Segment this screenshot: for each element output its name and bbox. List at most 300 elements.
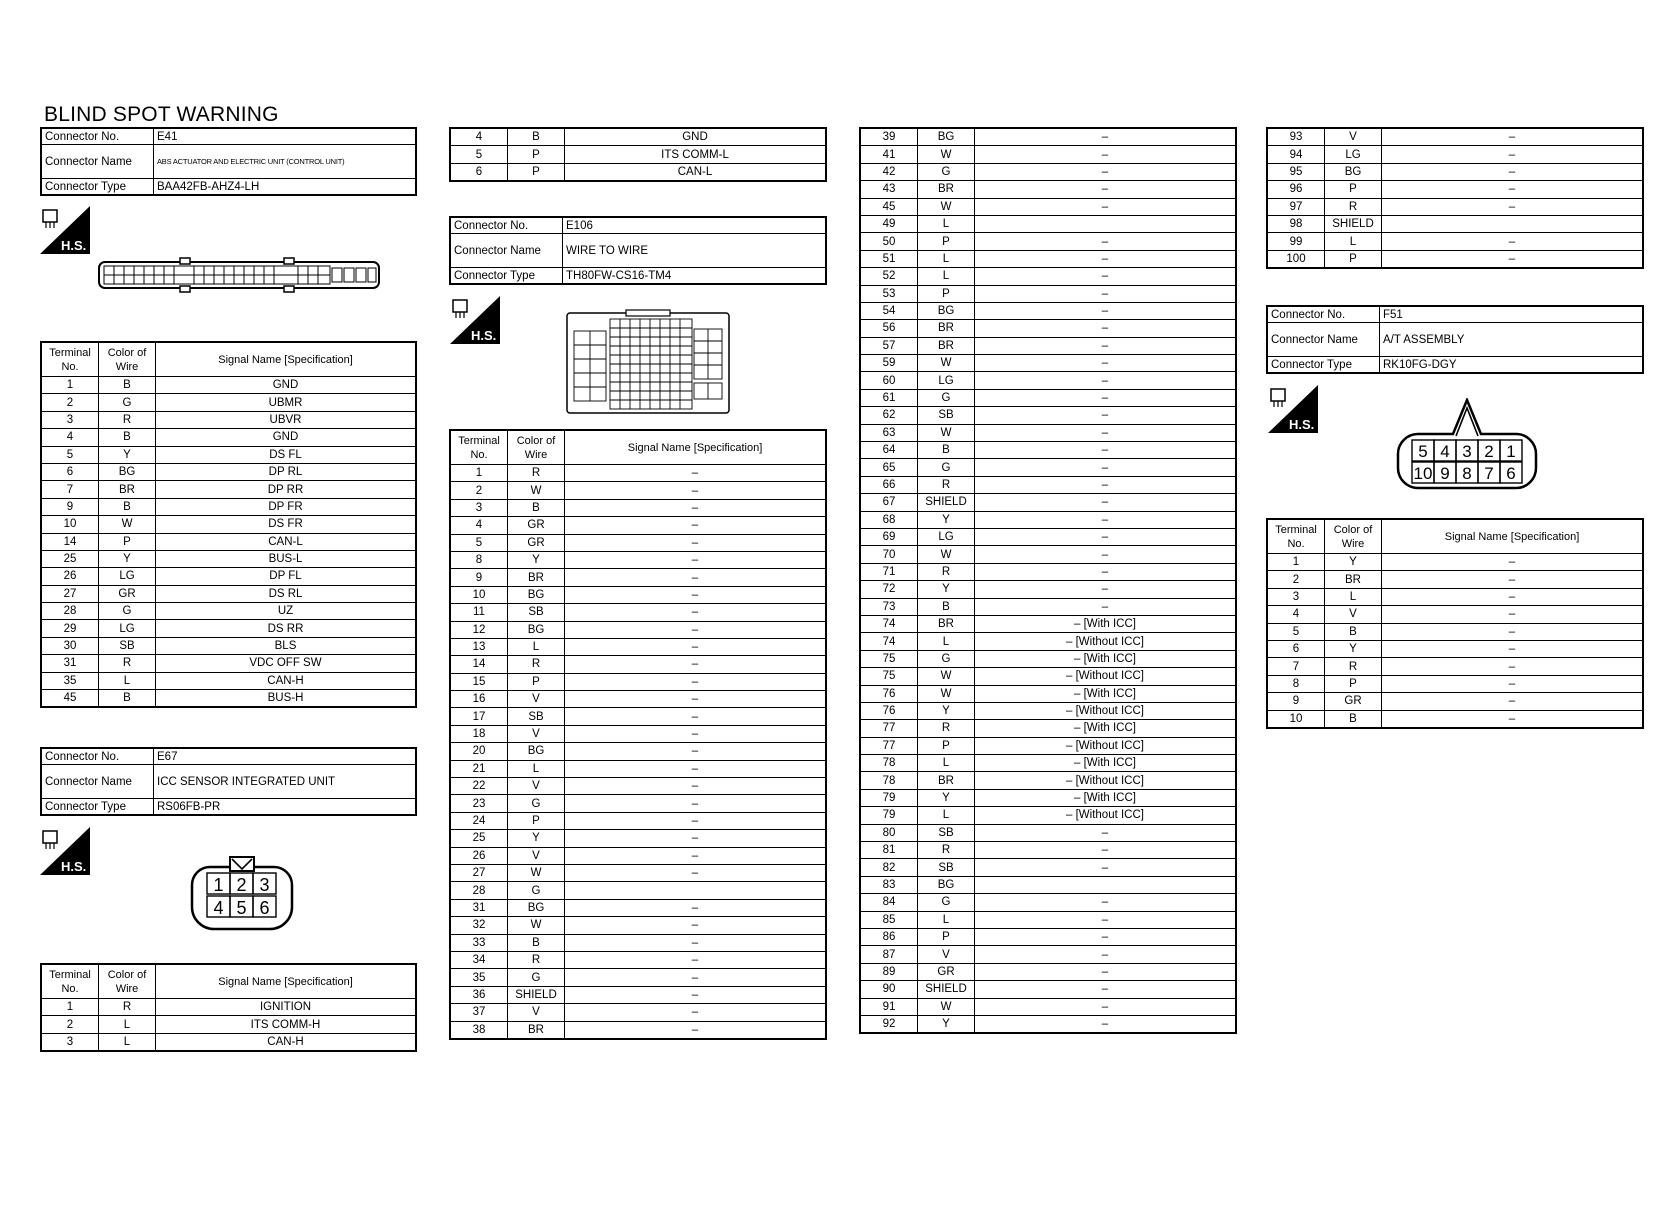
wire-color-cell: G <box>99 603 156 620</box>
signal-name-cell: – <box>1382 640 1644 657</box>
terminal-no-cell: 9 <box>1267 693 1325 710</box>
wire-color-cell: V <box>918 946 975 963</box>
terminal-no-cell: 15 <box>450 673 508 690</box>
pin-label: 10 <box>1413 464 1433 483</box>
terminal-no-cell: 12 <box>450 621 508 638</box>
terminal-no-cell: 83 <box>860 876 918 893</box>
terminal-no-cell: 35 <box>41 672 99 689</box>
terminal-no-cell: 6 <box>450 163 508 181</box>
table-row <box>860 546 1236 563</box>
signal-name-cell: – <box>565 499 827 516</box>
table-row <box>1267 658 1643 675</box>
e106-connector-face-diagram <box>566 309 730 415</box>
table-row <box>1267 693 1643 710</box>
terminal-no-cell: 52 <box>860 268 918 285</box>
terminal-no-cell: 49 <box>860 215 918 232</box>
table-row <box>860 372 1236 389</box>
wire-color-cell: Y <box>918 789 975 806</box>
signal-name-cell: – <box>565 551 827 568</box>
terminal-no-cell: 9 <box>41 498 99 515</box>
terminal-no-cell: 82 <box>860 859 918 876</box>
wire-color-cell: Y <box>1325 554 1382 571</box>
wire-color-cell: R <box>508 951 565 968</box>
terminal-no-cell: 87 <box>860 946 918 963</box>
terminal-no-cell: 4 <box>41 429 99 446</box>
table-row <box>450 864 826 881</box>
signal-name-cell: UBMR <box>156 394 417 411</box>
table-row <box>860 233 1236 250</box>
table-row <box>41 672 416 689</box>
terminal-no-cell: 81 <box>860 842 918 859</box>
wire-color-cell: L <box>918 755 975 772</box>
signal-name-cell: – <box>1382 198 1644 215</box>
table-row <box>41 1016 416 1033</box>
terminal-no-cell: 86 <box>860 928 918 945</box>
signal-name-cell: ITS COMM-L <box>565 146 827 163</box>
signal-name-cell: – <box>975 250 1237 267</box>
connector-type-label: Connector Type <box>1267 357 1380 374</box>
wire-color-cell: B <box>1325 623 1382 640</box>
signal-name-cell: – <box>1382 163 1644 180</box>
signal-name-cell: – [With ICC] <box>975 720 1237 737</box>
signal-name-cell: DS RR <box>156 620 417 637</box>
table-row <box>450 499 826 516</box>
signal-name-cell: – <box>565 586 827 603</box>
table-row <box>450 708 826 725</box>
terminal-no-cell: 93 <box>1267 128 1325 146</box>
wire-color-cell: W <box>918 998 975 1015</box>
harness-side-icon <box>40 827 90 875</box>
signal-name-cell: CAN-L <box>565 163 827 181</box>
connector-name-value: ABS ACTUATOR AND ELECTRIC UNIT (CONTROL UNIT) <box>154 145 417 179</box>
table-row <box>1267 163 1643 180</box>
signal-name-cell: – <box>565 621 827 638</box>
table-row <box>1267 233 1643 250</box>
terminal-no-cell: 90 <box>860 981 918 998</box>
wire-color-cell: SHIELD <box>508 986 565 1003</box>
wire-color-cell: Y <box>1325 640 1382 657</box>
terminal-no-cell: 62 <box>860 407 918 424</box>
table-row <box>450 951 826 968</box>
signal-name-cell: – [With ICC] <box>975 650 1237 667</box>
wire-color-cell: BG <box>918 128 975 146</box>
wire-color-cell: L <box>1325 233 1382 250</box>
table-row <box>41 481 416 498</box>
wire-color-cell: LG <box>99 568 156 585</box>
signal-name-cell: – [Without ICC] <box>975 702 1237 719</box>
terminal-no-cell: 74 <box>860 633 918 650</box>
table-row <box>860 981 1236 998</box>
wire-color-cell: R <box>508 465 565 482</box>
wire-color-cell: G <box>918 163 975 180</box>
e67-terminal-table-continued <box>449 127 827 182</box>
signal-name-header: Signal Name [Specification] <box>1382 519 1644 554</box>
wire-color-cell: G <box>918 650 975 667</box>
signal-name-cell: – <box>975 181 1237 198</box>
signal-name-cell: – <box>1382 146 1644 163</box>
wire-color-cell: W <box>918 424 975 441</box>
e67-terminal-table <box>40 963 417 1052</box>
signal-name-cell: – <box>565 917 827 934</box>
wire-color-cell: BG <box>918 876 975 893</box>
table-row <box>860 720 1236 737</box>
wire-color-cell: P <box>99 533 156 550</box>
terminal-no-cell: 20 <box>450 743 508 760</box>
connector-no-label: Connector No. <box>1267 306 1380 323</box>
terminal-no-cell: 92 <box>860 1015 918 1033</box>
wire-color-cell: SB <box>508 604 565 621</box>
wire-color-cell: BR <box>918 181 975 198</box>
wire-color-cell: V <box>1325 128 1382 146</box>
terminal-no-cell: 67 <box>860 494 918 511</box>
terminal-no-cell: 32 <box>450 917 508 934</box>
signal-name-cell: DP RL <box>156 463 417 480</box>
table-row <box>450 882 826 899</box>
terminal-no-cell: 65 <box>860 459 918 476</box>
signal-name-cell: – <box>975 320 1237 337</box>
harness-side-icon <box>1268 385 1318 433</box>
terminal-no-cell: 8 <box>1267 675 1325 692</box>
terminal-no-cell: 1 <box>41 377 99 394</box>
table-row <box>41 655 416 672</box>
terminal-no-cell: 1 <box>450 465 508 482</box>
wire-color-cell: L <box>918 911 975 928</box>
table-row <box>860 128 1236 146</box>
terminal-no-cell: 34 <box>450 951 508 968</box>
terminal-no-cell: 14 <box>41 533 99 550</box>
signal-name-cell: – [Without ICC] <box>975 807 1237 824</box>
signal-name-cell: – <box>565 986 827 1003</box>
wire-color-cell: L <box>99 1033 156 1051</box>
signal-name-cell: DS RL <box>156 585 417 602</box>
table-row <box>1267 606 1643 623</box>
signal-name-cell: – <box>975 372 1237 389</box>
signal-name-cell: – <box>565 1021 827 1039</box>
wire-color-cell: B <box>918 598 975 615</box>
pin-label: 4 <box>1440 442 1450 461</box>
table-row <box>860 998 1236 1015</box>
terminal-no-cell: 78 <box>860 772 918 789</box>
signal-name-cell: – <box>565 847 827 864</box>
wire-color-cell: P <box>508 673 565 690</box>
signal-name-cell: – <box>975 963 1237 980</box>
table-row <box>41 463 416 480</box>
signal-name-cell: DP FR <box>156 498 417 515</box>
pin-label: 1 <box>213 875 224 895</box>
wire-color-cell: BR <box>918 337 975 354</box>
terminal-no-cell: 25 <box>41 550 99 567</box>
table-row <box>450 656 826 673</box>
signal-name-cell: GND <box>565 128 827 146</box>
signal-name-cell: – <box>975 528 1237 545</box>
wire-color-cell: Y <box>508 830 565 847</box>
table-row <box>860 459 1236 476</box>
terminal-no-cell: 6 <box>1267 640 1325 657</box>
table-row <box>1267 198 1643 215</box>
wire-color-cell: B <box>918 442 975 459</box>
terminal-no-cell: 1 <box>1267 554 1325 571</box>
signal-name-cell: – <box>565 604 827 621</box>
table-row <box>450 986 826 1003</box>
table-row <box>450 917 826 934</box>
wire-color-cell: W <box>508 864 565 881</box>
connector-type-value: TH80FW-CS16-TM4 <box>563 268 827 285</box>
signal-name-cell: – <box>975 163 1237 180</box>
terminal-no-cell: 7 <box>1267 658 1325 675</box>
signal-name-cell: UZ <box>156 603 417 620</box>
terminal-no-cell: 100 <box>1267 250 1325 268</box>
table-row <box>860 511 1236 528</box>
connector-no-label: Connector No. <box>41 748 154 765</box>
connector-type-value: RK10FG-DGY <box>1380 357 1644 374</box>
connector-type-label: Connector Type <box>41 179 154 196</box>
wire-color-cell: BR <box>99 481 156 498</box>
wire-color-cell: BR <box>918 615 975 632</box>
table-row <box>450 691 826 708</box>
table-row <box>860 268 1236 285</box>
signal-name-cell: – <box>975 563 1237 580</box>
wire-color-cell: GR <box>508 534 565 551</box>
table-row <box>860 389 1236 406</box>
table-row <box>450 725 826 742</box>
terminal-no-cell: 57 <box>860 337 918 354</box>
table-row <box>450 569 826 586</box>
wire-color-cell: R <box>1325 198 1382 215</box>
wire-color-cell: P <box>918 285 975 302</box>
signal-name-cell: – <box>975 598 1237 615</box>
table-row <box>450 517 826 534</box>
signal-name-cell: – [Without ICC] <box>975 772 1237 789</box>
terminal-no-cell: 11 <box>450 604 508 621</box>
wire-color-cell: Y <box>918 702 975 719</box>
signal-name-cell: – <box>975 981 1237 998</box>
table-row <box>450 899 826 916</box>
terminal-no-cell: 45 <box>860 198 918 215</box>
terminal-no-cell: 17 <box>450 708 508 725</box>
wire-color-cell: L <box>918 215 975 232</box>
signal-name-cell: – <box>975 198 1237 215</box>
wire-color-cell: P <box>918 928 975 945</box>
connector-type-label: Connector Type <box>41 799 154 816</box>
table-row <box>860 598 1236 615</box>
wire-color-cell: V <box>508 725 565 742</box>
signal-name-cell: – <box>975 946 1237 963</box>
table-row <box>860 563 1236 580</box>
connector-no-label: Connector No. <box>450 217 563 234</box>
wire-color-cell: SB <box>99 637 156 654</box>
signal-name-cell <box>975 876 1237 893</box>
harness-side-icon <box>450 296 500 344</box>
terminal-no-cell: 9 <box>450 569 508 586</box>
terminal-no-cell: 77 <box>860 737 918 754</box>
table-row <box>450 551 826 568</box>
table-row <box>860 146 1236 163</box>
svg-text:H.S.: H.S. <box>61 238 87 253</box>
color-of-wire-header: Color of Wire <box>508 430 565 465</box>
table-row <box>41 411 416 428</box>
table-row <box>860 824 1236 841</box>
terminal-no-cell: 5 <box>450 146 508 163</box>
signal-name-cell: – <box>565 656 827 673</box>
wire-color-cell: BG <box>508 586 565 603</box>
table-row <box>1267 554 1643 571</box>
signal-name-cell: – <box>565 899 827 916</box>
wire-color-cell: B <box>508 934 565 951</box>
terminal-no-cell: 85 <box>860 911 918 928</box>
signal-name-cell: – <box>1382 250 1644 268</box>
signal-name-cell: – <box>1382 658 1644 675</box>
connector-type-value: BAA42FB-AHZ4-LH <box>154 179 417 196</box>
signal-name-cell: – <box>975 302 1237 319</box>
pin-label: 1 <box>1506 442 1516 461</box>
signal-name-cell: – <box>1382 588 1644 605</box>
wire-color-cell: BR <box>918 772 975 789</box>
table-row <box>1267 250 1643 268</box>
table-row <box>41 620 416 637</box>
signal-name-cell: – [Without ICC] <box>975 737 1237 754</box>
signal-name-cell: – <box>975 511 1237 528</box>
f51-terminal-table <box>1266 518 1644 729</box>
wire-color-cell: G <box>508 882 565 899</box>
terminal-no-cell: 23 <box>450 795 508 812</box>
e67-connector-face-diagram <box>190 855 294 931</box>
wire-color-cell: R <box>99 411 156 428</box>
signal-name-cell: – <box>975 581 1237 598</box>
terminal-no-cell: 84 <box>860 894 918 911</box>
table-row <box>450 465 826 482</box>
signal-name-cell: – <box>1382 571 1644 588</box>
signal-name-cell <box>975 215 1237 232</box>
terminal-no-cell: 99 <box>1267 233 1325 250</box>
wire-color-cell: P <box>918 737 975 754</box>
table-row <box>860 789 1236 806</box>
terminal-no-cell: 10 <box>450 586 508 603</box>
connector-no-value: E67 <box>154 748 417 765</box>
terminal-no-cell: 95 <box>1267 163 1325 180</box>
wire-color-cell: L <box>918 807 975 824</box>
terminal-no-cell: 26 <box>41 568 99 585</box>
table-row <box>41 585 416 602</box>
terminal-no-cell: 73 <box>860 598 918 615</box>
signal-name-cell: DP RR <box>156 481 417 498</box>
wire-color-cell: W <box>918 685 975 702</box>
terminal-no-cell: 42 <box>860 163 918 180</box>
signal-name-cell: – <box>565 534 827 551</box>
table-row <box>1267 623 1643 640</box>
signal-name-cell: – <box>975 233 1237 250</box>
wire-color-cell: W <box>918 546 975 563</box>
terminal-no-cell: 28 <box>450 882 508 899</box>
wire-color-cell: LG <box>918 528 975 545</box>
wire-color-cell: G <box>918 389 975 406</box>
signal-name-cell: – <box>1382 675 1644 692</box>
signal-name-cell: – [Without ICC] <box>975 668 1237 685</box>
terminal-no-cell: 31 <box>41 655 99 672</box>
wire-color-cell: BG <box>1325 163 1382 180</box>
wire-color-cell: P <box>508 163 565 181</box>
terminal-no-cell: 80 <box>860 824 918 841</box>
table-row <box>860 894 1236 911</box>
terminal-no-cell: 4 <box>450 517 508 534</box>
wire-color-cell: BR <box>508 569 565 586</box>
wire-color-cell: SHIELD <box>918 981 975 998</box>
signal-name-cell: – <box>975 442 1237 459</box>
table-row <box>450 1004 826 1021</box>
signal-name-cell: – <box>565 760 827 777</box>
wire-color-cell: P <box>508 812 565 829</box>
wire-color-cell: P <box>918 233 975 250</box>
connector-no-value: E41 <box>154 128 417 145</box>
terminal-no-header: Terminal No. <box>450 430 508 465</box>
pin-label: 2 <box>236 875 247 895</box>
wire-color-cell: B <box>99 429 156 446</box>
table-row <box>41 568 416 585</box>
signal-name-cell: – [With ICC] <box>975 615 1237 632</box>
terminal-no-cell: 79 <box>860 789 918 806</box>
e106-terminal-table <box>449 429 827 1040</box>
terminal-no-cell: 72 <box>860 581 918 598</box>
signal-name-cell: – <box>975 494 1237 511</box>
signal-name-cell: – <box>1382 623 1644 640</box>
signal-name-cell: – <box>565 465 827 482</box>
terminal-no-cell: 76 <box>860 685 918 702</box>
terminal-no-cell: 76 <box>860 702 918 719</box>
signal-name-cell: – [Without ICC] <box>975 633 1237 650</box>
pin-label: 5 <box>1418 442 1428 461</box>
wire-color-cell: GR <box>1325 693 1382 710</box>
table-row <box>41 516 416 533</box>
table-row <box>1267 710 1643 728</box>
pin-label: 5 <box>236 898 247 918</box>
signal-name-cell: – <box>975 128 1237 146</box>
terminal-no-cell: 4 <box>1267 606 1325 623</box>
pin-label: 6 <box>259 898 270 918</box>
wire-color-cell: W <box>918 146 975 163</box>
wire-color-cell: L <box>918 268 975 285</box>
table-row <box>450 604 826 621</box>
wire-color-cell: W <box>508 482 565 499</box>
terminal-no-cell: 8 <box>450 551 508 568</box>
signal-name-cell: – <box>565 517 827 534</box>
table-row <box>450 934 826 951</box>
wire-color-cell: Y <box>918 581 975 598</box>
table-row <box>41 394 416 411</box>
wire-color-cell: R <box>1325 658 1382 675</box>
connector-no-value: E106 <box>563 217 827 234</box>
signal-name-cell: – <box>975 424 1237 441</box>
signal-name-cell: – <box>975 998 1237 1015</box>
terminal-no-header: Terminal No. <box>1267 519 1325 554</box>
wire-color-cell: G <box>918 459 975 476</box>
terminal-no-cell: 21 <box>450 760 508 777</box>
wire-color-cell: R <box>99 655 156 672</box>
signal-name-cell: – <box>565 934 827 951</box>
signal-name-cell: IGNITION <box>156 999 417 1016</box>
page-title: BLIND SPOT WARNING <box>44 103 279 126</box>
terminal-no-cell: 43 <box>860 181 918 198</box>
connector-name-label: Connector Name <box>450 234 563 268</box>
terminal-no-cell: 3 <box>1267 588 1325 605</box>
table-row <box>860 911 1236 928</box>
pin-label: 4 <box>213 898 224 918</box>
signal-name-cell: BUS-H <box>156 690 417 708</box>
terminal-no-cell: 39 <box>860 128 918 146</box>
terminal-no-cell: 66 <box>860 476 918 493</box>
signal-name-cell: – <box>1382 710 1644 728</box>
table-row <box>860 476 1236 493</box>
wire-color-cell: W <box>99 516 156 533</box>
signal-name-cell: – <box>975 911 1237 928</box>
